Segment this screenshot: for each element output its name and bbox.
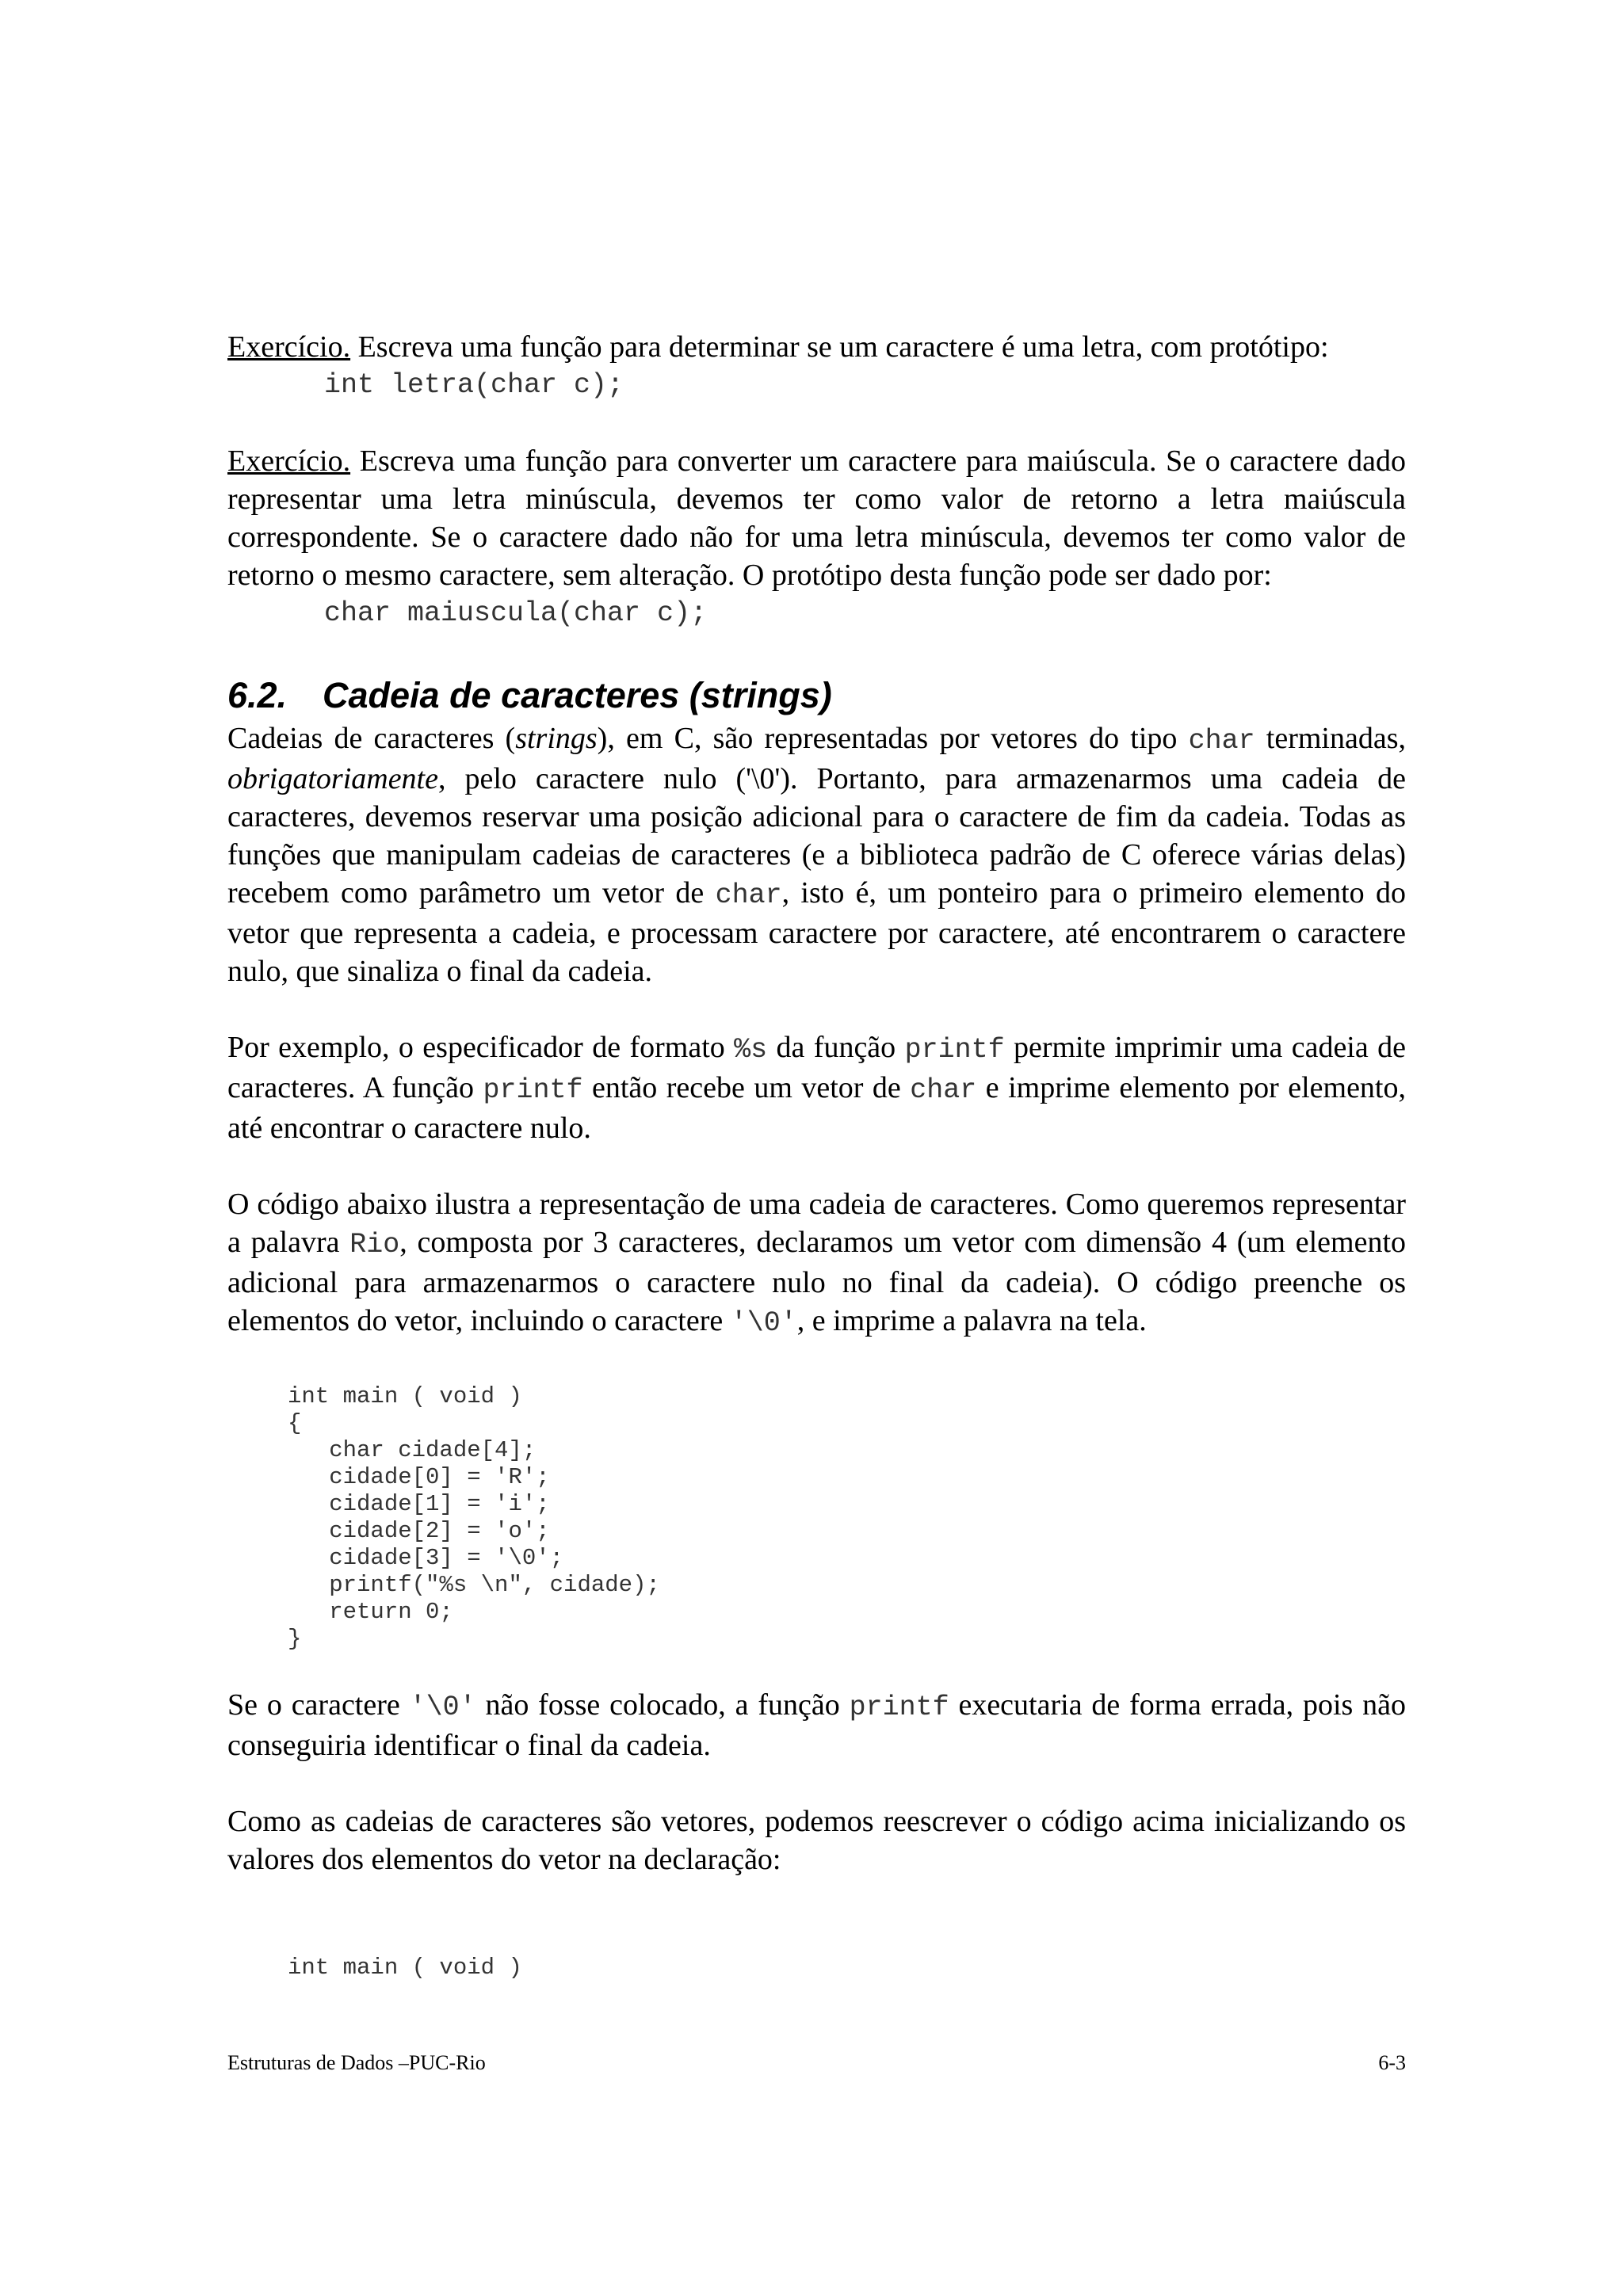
section-heading xyxy=(227,672,1406,719)
footer-title: Estruturas de Dados –PUC-Rio xyxy=(227,2051,486,2074)
code-example-2: int main ( void ) xyxy=(288,1955,522,1981)
prototype-maiuscula: char maiuscula(char c); xyxy=(324,597,708,629)
exercise-label: Exercício. xyxy=(227,330,351,364)
paragraph-initialization: Como as cadeias de caracteres são vetores, podemos reescrever o código acima inicializando os valores dos elementos do vetor na declaração: xyxy=(227,1805,1406,1876)
exercise-2-text: Exercício. Escreva uma função para converter um caractere para maiúscula. Se o caractere dado representar uma letra minúscula, devemos ter como valor de retorno a letra maiúscula correspondente. Se o caractere dado não for uma letra minúscula, devemos ter como valor de retorno o mesmo caractere, sem alteração. O protótipo desta função pode ser dado por: xyxy=(227,444,1406,592)
paragraph-example: O código abaixo ilustra a representação de uma cadeia de caracteres. Como queremos representar a palavra Rio, composta por 3 caracteres, declaramos um vetor com dimensão 4 (um elemento adicional para armazenarmos o caractere nulo no final da cadeia). O código preenche os elementos do vetor, incluindo o caractere '\0', e imprime a palavra na tela. xyxy=(227,1188,1406,1339)
document-body xyxy=(227,328,1406,1981)
prototype-letra: int letra(char c); xyxy=(324,369,624,401)
paragraph-strings-intro: Cadeias de caracteres (strings), em C, são representadas por vetores do tipo char terminadas, obrigatoriamente, pelo caractere nulo ('\0'). Portanto, para armazenarmos uma cadeia de caracteres, devemos reservar uma posição adicional para o caractere de fim da cadeia. Todas as funções que manipulam cadeias de caracteres (e a biblioteca padrão de C oferece várias delas) recebem como parâmetro um vetor de char, isto é, um ponteiro para o primeiro elemento do vetor que representa a cadeia, e processam caractere por caractere, até encontrarem o caractere nulo, que sinaliza o final da cadeia. xyxy=(227,722,1407,988)
paragraph-null-note: Se o caractere '\0' não fosse colocado, a função printf executaria de forma errada, pois não conseguiria identificar o final da cadeia. xyxy=(227,1688,1406,1762)
paragraph-printf: Por exemplo, o especificador de formato %s da função printf permite imprimir uma cadeia de caracteres. A função printf então recebe um vetor de char e imprime elemento por elemento, até encontrar o caractere nulo. xyxy=(227,1031,1406,1145)
code-example-1: int main ( void ) { char cidade[4]; cidade[0] = 'R'; cidade[1] = 'i'; cidade[2] = 'o'; cidade[3] = '\0'; printf("%s \n", cidade); return 0; } xyxy=(288,1383,660,1652)
exercise-1-text: Exercício. Escreva uma função para determinar se um caractere é uma letra, com protótipo: xyxy=(227,330,1329,364)
section-title: Cadeia de caracteres (strings) xyxy=(323,675,832,715)
exercise-label: Exercício. xyxy=(227,444,351,478)
page-number: 6-3 xyxy=(1378,2051,1406,2074)
section-number: 6.2. xyxy=(227,675,288,715)
